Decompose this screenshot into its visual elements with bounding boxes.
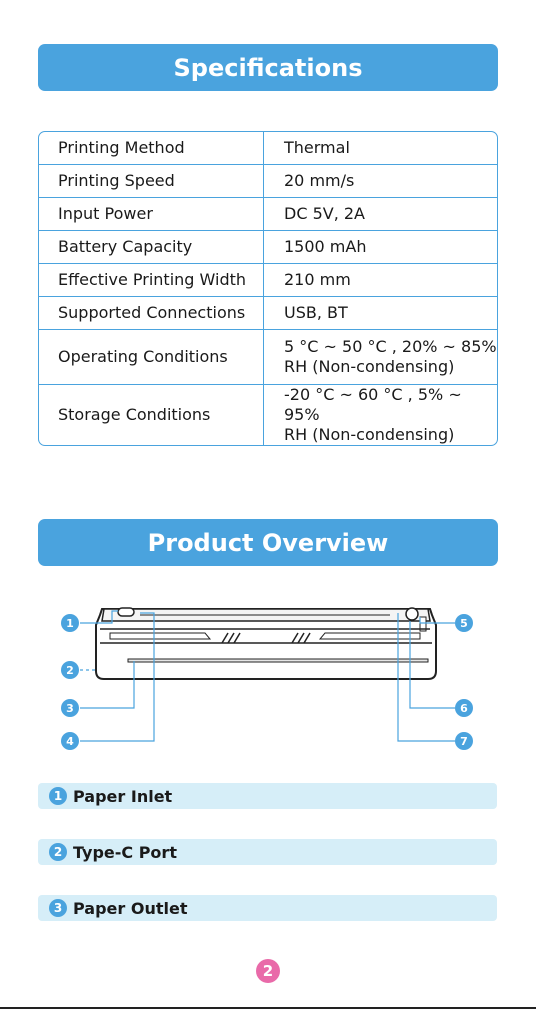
spec-value: 20 mm/s (264, 165, 497, 198)
printer-diagram (0, 595, 536, 760)
specifications-title: Specifications (38, 44, 498, 91)
callout-number: 1 (66, 617, 74, 630)
spec-value-line: -20 °C ~ 60 °C , 5% ~ 95% (284, 385, 462, 424)
spec-value-line: RH (Non-condensing) (284, 357, 455, 376)
spec-label: Storage Conditions (39, 385, 264, 445)
callout-number: 4 (66, 735, 74, 748)
spec-label: Printing Method (39, 132, 264, 165)
spec-value (264, 330, 497, 385)
table-row (39, 385, 497, 445)
table-row (39, 297, 497, 330)
part-item-paper-inlet (38, 783, 497, 809)
spec-label: Input Power (39, 198, 264, 231)
part-item-paper-outlet (38, 895, 497, 921)
part-label: Paper Inlet (73, 786, 173, 806)
spec-value: 210 mm (264, 264, 497, 297)
callout-number: 7 (460, 735, 468, 748)
spec-value-line: 5 °C ~ 50 °C , 20% ~ 85% (284, 337, 497, 356)
page-number-badge: 2 (256, 959, 280, 983)
specifications-table (38, 131, 498, 446)
table-row (39, 264, 497, 297)
spec-value: 1500 mAh (264, 231, 497, 264)
printer-illustration (96, 608, 436, 679)
part-number-badge: 2 (49, 843, 67, 861)
table-row (39, 198, 497, 231)
callout-number: 3 (66, 702, 74, 715)
callout-number: 2 (66, 664, 74, 677)
table-row (39, 165, 497, 198)
spec-value: DC 5V, 2A (264, 198, 497, 231)
part-number-badge: 1 (49, 787, 67, 805)
callout-number: 6 (460, 702, 468, 715)
spec-value-line: RH (Non-condensing) (284, 425, 455, 444)
spec-label: Supported Connections (39, 297, 264, 330)
table-row (39, 132, 497, 165)
part-label: Type-C Port (73, 842, 177, 862)
product-overview-title: Product Overview (38, 519, 498, 566)
table-row (39, 231, 497, 264)
spec-label: Printing Speed (39, 165, 264, 198)
table-row (39, 330, 497, 385)
spec-label: Battery Capacity (39, 231, 264, 264)
spec-value (264, 385, 497, 445)
spec-value: Thermal (264, 132, 497, 165)
callout-number: 5 (460, 617, 468, 630)
spec-label: Operating Conditions (39, 330, 264, 385)
part-item-type-c-port (38, 839, 497, 865)
spec-label: Effective Printing Width (39, 264, 264, 297)
part-number-badge: 3 (49, 899, 67, 917)
part-label: Paper Outlet (73, 898, 188, 918)
spec-value: USB, BT (264, 297, 497, 330)
